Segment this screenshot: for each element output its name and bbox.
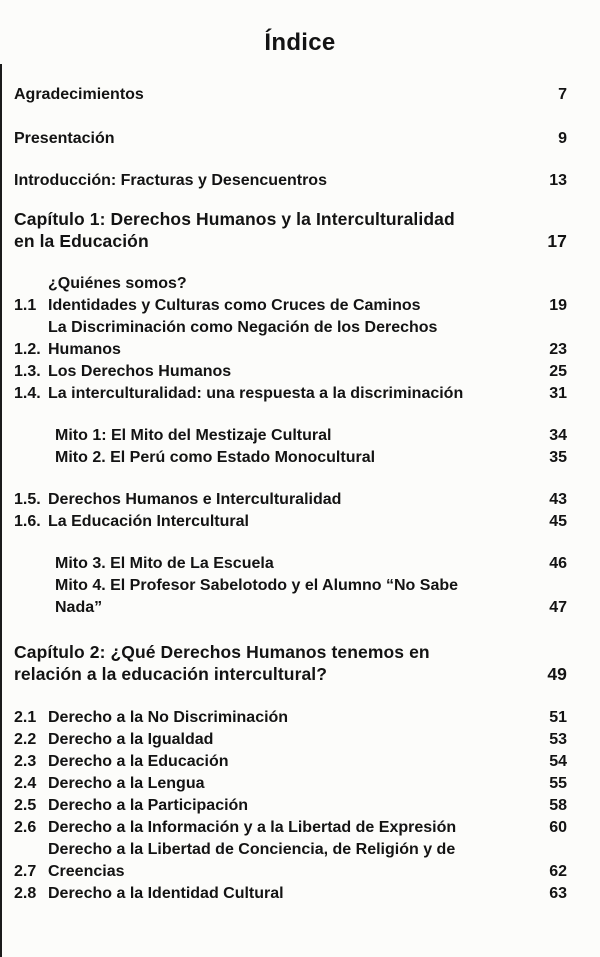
entry-label-line: La Discriminación como Negación de los Derechos (48, 319, 438, 336)
entry-label-line: Mito 2. El Perú como Estado Monocultural (55, 449, 376, 466)
entry-number: 2.7 (14, 863, 37, 880)
entry-label (48, 773, 531, 795)
document-page (0, 28, 600, 957)
entry-label-line: Derechos Humanos e Interculturalidad (48, 491, 342, 508)
entry-number: 1.3. (14, 363, 41, 380)
entry-label (14, 128, 531, 150)
toc-entry-mito-2 (14, 447, 567, 469)
toc-entry-2-4 (14, 773, 567, 795)
entry-page-number: 35 (549, 449, 567, 466)
entry-number: 2.2 (14, 731, 37, 748)
entry-page-number: 58 (549, 797, 567, 814)
toc-entry-2-1 (14, 707, 567, 729)
entry-number: 2.8 (14, 885, 37, 902)
entry-page-number: 13 (549, 172, 567, 189)
entry-label-line: Derecho a la No Discriminación (48, 709, 289, 726)
entry-label (14, 84, 531, 106)
entry-number: 1.5. (14, 491, 41, 508)
entry-page-number: 54 (549, 753, 567, 770)
entry-label-line: Identidades y Culturas como Cruces de Caminos (48, 297, 421, 314)
entry-page-number: 25 (549, 363, 567, 380)
toc-entry-2-6 (14, 817, 567, 839)
entry-label (48, 883, 531, 905)
entry-label-line: Los Derechos Humanos (48, 363, 232, 380)
entry-label (14, 641, 531, 685)
entry-label-line: Derecho a la Participación (48, 797, 249, 814)
entry-page-number: 17 (547, 231, 567, 251)
entry-page-number: 51 (549, 709, 567, 726)
toc-entry-presentacion (14, 128, 567, 150)
entry-label (48, 707, 531, 729)
entry-label-line: relación a la educación intercultural? (14, 664, 328, 684)
entry-number: 1.1 (14, 297, 37, 314)
entry-number: 2.3 (14, 753, 37, 770)
entry-label (14, 208, 531, 252)
toc-entry-chapter-1 (14, 208, 567, 252)
entry-page-number: 47 (549, 599, 567, 616)
entry-label-line: Derecho a la Información y a la Libertad de Expresión (48, 819, 457, 836)
toc-entry-2-8 (14, 883, 567, 905)
toc-entry-agradecimientos (14, 84, 567, 106)
toc-entry-2-3 (14, 751, 567, 773)
entry-label (48, 317, 531, 361)
entry-label (48, 729, 531, 751)
entry-label (14, 170, 531, 192)
toc-entry-1-3 (14, 361, 567, 383)
toc-entry-mito-3 (14, 553, 567, 575)
toc-entry-1-4 (14, 383, 567, 405)
entry-page-number: 23 (549, 341, 567, 358)
entry-label-line: Derecho a la Educación (48, 753, 229, 770)
entry-page-number: 62 (549, 863, 567, 880)
entry-label (48, 489, 531, 511)
toc-entry-1-1 (14, 273, 567, 317)
entry-page-number: 63 (549, 885, 567, 902)
toc-entry-introduccion (14, 170, 567, 192)
entry-label-line: Capítulo 1: Derechos Humanos y la Interculturalidad (14, 209, 455, 229)
entry-label (14, 575, 531, 619)
entry-number: 2.4 (14, 775, 37, 792)
entry-number: 1.6. (14, 513, 41, 530)
entry-label (14, 447, 531, 469)
entry-page-number: 45 (549, 513, 567, 530)
page-title: Índice (264, 29, 336, 56)
entry-label (48, 511, 531, 533)
entry-label-line: Derecho a la Lengua (48, 775, 205, 792)
entry-label-line: La interculturalidad: una respuesta a la discriminación (48, 385, 464, 402)
table-of-contents (0, 84, 600, 905)
entry-number: 1.2. (14, 341, 41, 358)
entry-page-number: 55 (549, 775, 567, 792)
entry-label-line: Mito 3. El Mito de La Escuela (55, 555, 274, 572)
entry-page-number: 49 (547, 664, 567, 684)
entry-label (48, 361, 531, 383)
entry-label-line: Capítulo 2: ¿Qué Derechos Humanos tenemos en (14, 642, 430, 662)
entry-label (48, 751, 531, 773)
toc-entry-mito-4 (14, 575, 567, 619)
toc-entry-chapter-2 (14, 641, 567, 685)
entry-label-text: Presentación (14, 130, 115, 147)
entry-label-line: Mito 4. El Profesor Sabelotodo y el Alumno “No Sabe (55, 577, 459, 594)
entry-label-line: Humanos (48, 341, 121, 358)
entry-label-line: Derecho a la Identidad Cultural (48, 885, 284, 902)
entry-label (48, 839, 531, 883)
entry-label-text: Introducción: Fracturas y Desencuentros (14, 172, 327, 189)
entry-number: 1.4. (14, 385, 41, 402)
entry-label (14, 553, 531, 575)
entry-label-line: Nada” (55, 599, 103, 616)
toc-entry-1-6 (14, 511, 567, 533)
entry-label (48, 795, 531, 817)
entry-label (48, 383, 531, 405)
entry-label-line: en la Educación (14, 231, 149, 251)
toc-entry-2-5 (14, 795, 567, 817)
entry-page-number: 43 (549, 491, 567, 508)
scan-edge-artifact (0, 64, 2, 957)
entry-label-text: Agradecimientos (14, 86, 144, 103)
entry-label-line: Mito 1: El Mito del Mestizaje Cultural (55, 427, 332, 444)
entry-label-line: ¿Quiénes somos? (48, 275, 187, 292)
entry-page-number: 19 (549, 297, 567, 314)
entry-page-number: 9 (558, 130, 567, 147)
entry-label-line: Derecho a la Igualdad (48, 731, 214, 748)
entry-label (48, 273, 531, 317)
entry-label-line: Creencias (48, 863, 125, 880)
entry-page-number: 34 (549, 427, 567, 444)
toc-entry-2-2 (14, 729, 567, 751)
entry-label-line: La Educación Intercultural (48, 513, 249, 530)
toc-entry-2-7 (14, 839, 567, 883)
entry-number: 2.1 (14, 709, 37, 726)
entry-label (48, 817, 531, 839)
entry-label-line: Derecho a la Libertad de Conciencia, de Religión y de (48, 841, 456, 858)
entry-number: 2.5 (14, 797, 37, 814)
entry-page-number: 53 (549, 731, 567, 748)
toc-entry-1-2 (14, 317, 567, 361)
entry-page-number: 31 (549, 385, 567, 402)
entry-page-number: 60 (549, 819, 567, 836)
toc-entry-1-5 (14, 489, 567, 511)
entry-label (14, 425, 531, 447)
toc-entry-mito-1 (14, 425, 567, 447)
entry-page-number: 46 (549, 555, 567, 572)
entry-page-number: 7 (558, 86, 567, 103)
entry-number: 2.6 (14, 819, 37, 836)
